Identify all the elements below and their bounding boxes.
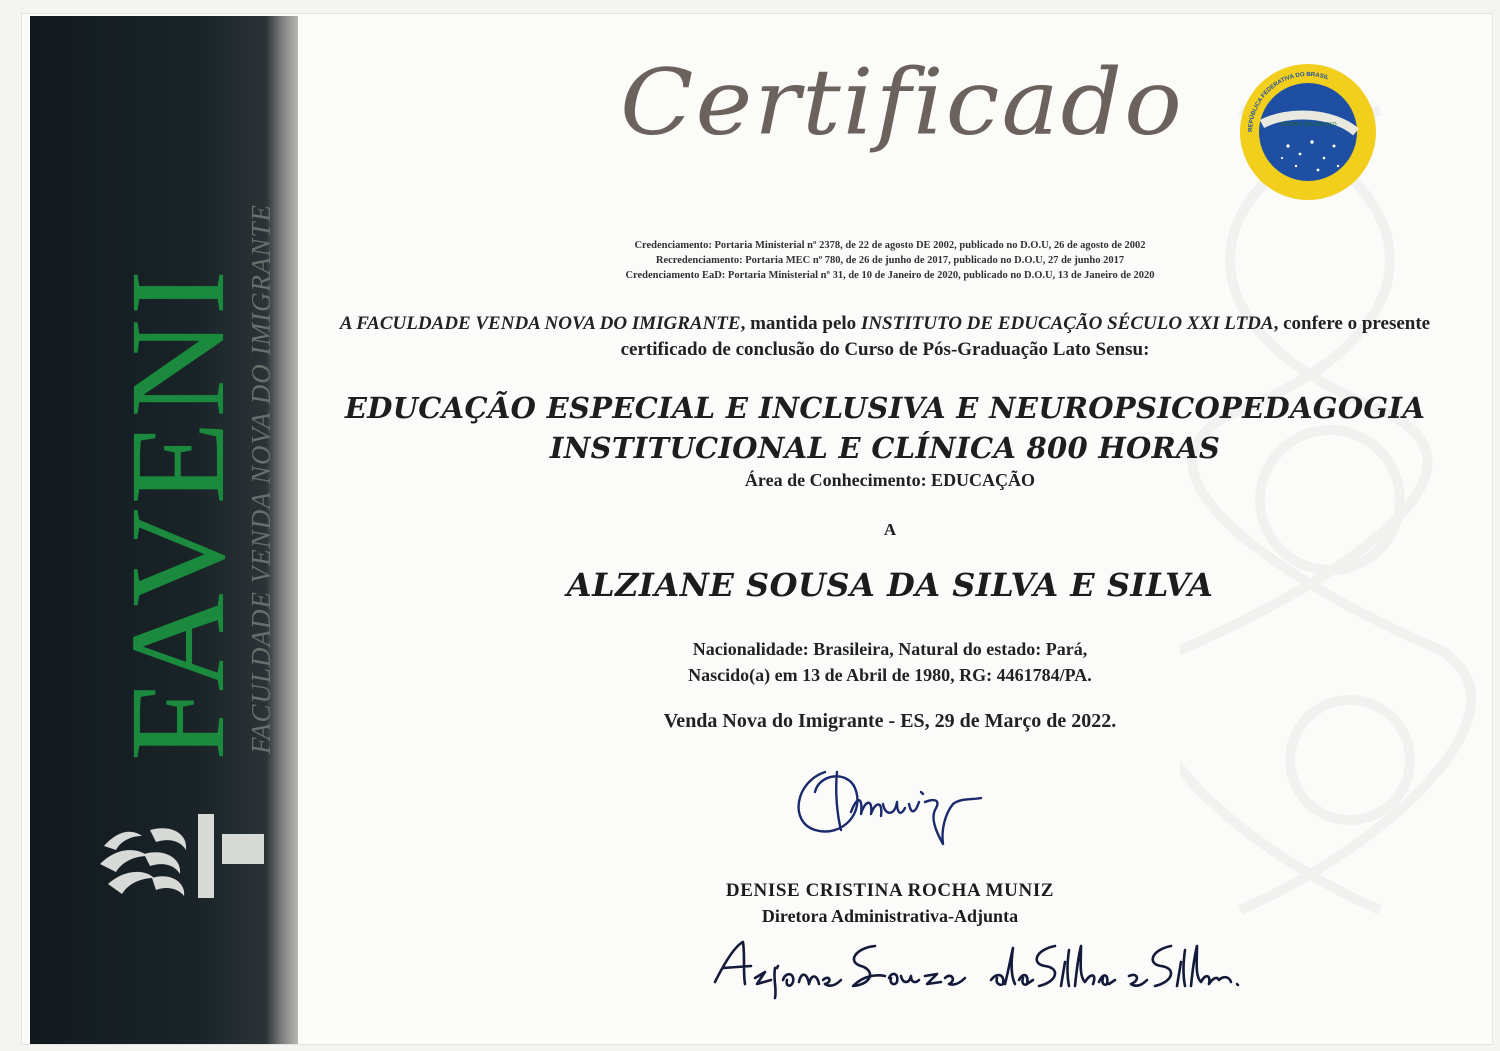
student-signature-text: Alziane Sousa da Silva e Silva. bbox=[705, 932, 718, 933]
brand-name: FAVENI bbox=[103, 265, 253, 761]
student-signature bbox=[705, 932, 1245, 1002]
intro-paragraph bbox=[330, 311, 1440, 363]
brand-subtitle: FACULDADE VENDA NOVA DO IMIGRANTE bbox=[246, 204, 276, 754]
course-title bbox=[330, 388, 1440, 468]
intro-rest: , confere o presente certificado de conclusão do Curso de Pós-Graduação Lato Sensu: bbox=[620, 313, 1431, 360]
place-and-date: Venda Nova do Imigrante - ES, 29 de Março de 2022. bbox=[663, 710, 1117, 732]
recipient-name: ALZIANE SOUSA DA SILVA E SILVA bbox=[566, 566, 1214, 604]
certificate-title: Certificado bbox=[620, 48, 1184, 156]
course-line: EDUCAÇÃO ESPECIAL E INCLUSIVA E NEUROPSICOPEDAGOGIA bbox=[344, 391, 1426, 425]
intro-middle: , mantida pelo bbox=[740, 313, 861, 334]
accreditation-line: Credenciamento: Portaria Ministerial nº 2378, de 22 de agosto DE 2002, publicado no D.O.U, 26 de agosto de 2002 bbox=[634, 240, 1146, 251]
knowledge-area: Área de Conhecimento: EDUCAÇÃO bbox=[744, 470, 1036, 490]
institution-name: A FACULDADE VENDA NOVA DO IMIGRANTE bbox=[339, 313, 741, 334]
signer-name: DENISE CRISTINA ROCHA MUNIZ bbox=[725, 880, 1055, 901]
torch-logo-icon bbox=[90, 806, 280, 906]
details-line: Nacionalidade: Brasileira, Natural do estado: Pará, bbox=[692, 639, 1088, 659]
svg-text:REPÚBLICA FEDERATIVA DO BRASIL: REPÚBLICA FEDERATIVA DO BRASIL bbox=[1247, 71, 1330, 133]
signer-role: Diretora Administrativa-Adjunta bbox=[761, 906, 1019, 926]
course-line: INSTITUCIONAL E CLÍNICA 800 HORAS bbox=[549, 431, 1221, 465]
director-signature bbox=[785, 752, 995, 852]
accreditation-block bbox=[440, 238, 1340, 283]
accreditation-line: Recredenciamento: Portaria MEC nº 780, de 26 de junho de 2017, publicado no D.O.U, 27 de junho 2017 bbox=[655, 255, 1125, 266]
accreditation-line: Credenciamento EaD: Portaria Ministerial nº 31, de 10 de Janeiro de 2020, publicado no D.O.U, 13 de Janeiro de 2020 bbox=[625, 270, 1155, 281]
brand-sidebar bbox=[30, 16, 298, 1044]
brazil-seal-icon bbox=[1238, 62, 1378, 202]
details-line: Nascido(a) em 13 de Abril de 1980, RG: 4461784/PA. bbox=[688, 665, 1092, 685]
recipient-details bbox=[490, 636, 1290, 688]
to-letter: A bbox=[883, 520, 897, 539]
maintainer-name: INSTITUTO DE EDUCAÇÃO SÉCULO XXI LTDA bbox=[860, 313, 1274, 334]
svg-text:ORDEM E PROGRESSO: ORDEM E PROGRESSO bbox=[1279, 122, 1337, 128]
